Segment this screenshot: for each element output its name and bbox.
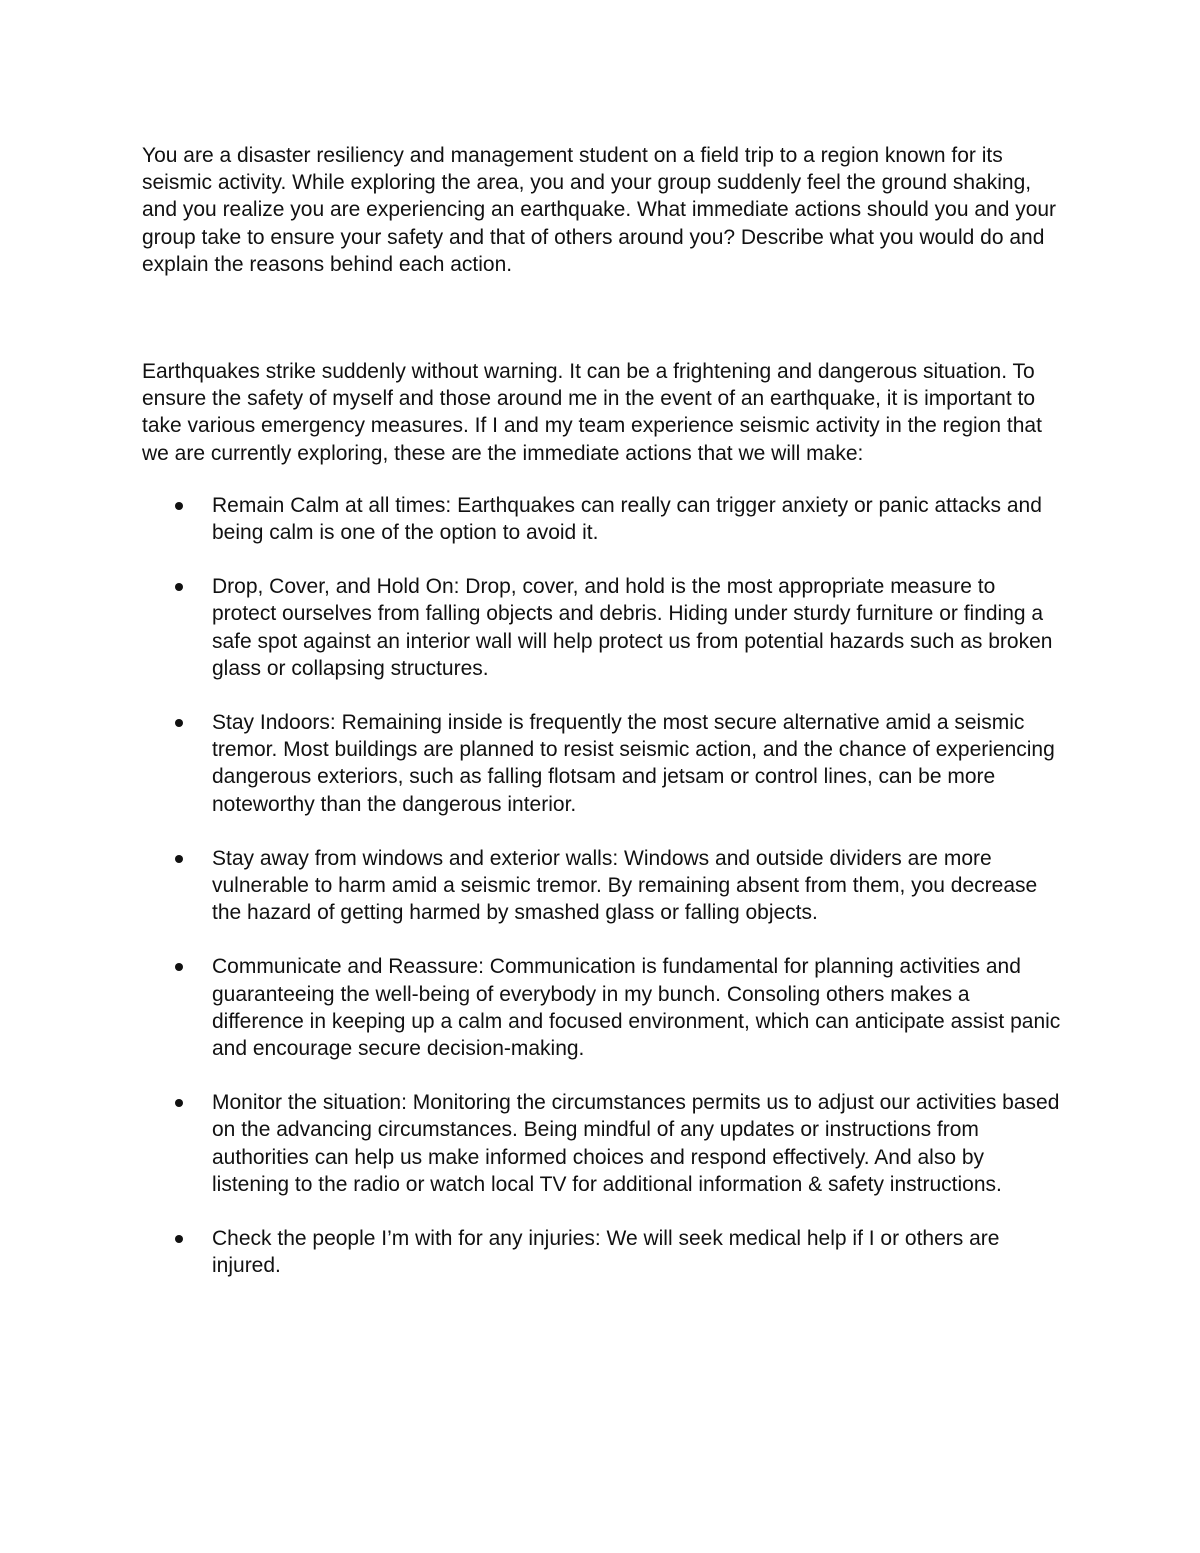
bullet-icon	[175, 1099, 183, 1107]
actions-list	[142, 492, 1062, 1280]
bullet-icon	[175, 963, 183, 971]
list-item-text: Stay away from windows and exterior walls: Windows and outside dividers are more vulnerable to harm amid a seismic tremor. By remaining absent from them, you decrease the hazard of getting harmed by smashed glass or falling objects.	[212, 846, 1038, 925]
document-page	[142, 142, 1062, 1307]
intro-paragraph: Earthquakes strike suddenly without warning. It can be a frightening and dangerous situation. To ensure the safety of myself and those around me in the event of an earthquake, it is important to take various emergency measures. If I and my team experience seismic activity in the region that we are currently exploring, these are the immediate actions that we will make:	[142, 360, 1042, 465]
list-item	[142, 845, 1062, 927]
list-item-text: Drop, Cover, and Hold On: Drop, cover, and hold is the most appropriate measure to protect ourselves from falling objects and debris. Hiding under sturdy furniture or finding a safe spot against an interior wall will help protect us from potential hazards such as broken glass or collapsing structures.	[212, 575, 1053, 680]
bullet-icon	[175, 719, 183, 727]
list-item	[142, 1225, 1062, 1279]
bullet-icon	[175, 502, 183, 510]
list-item	[142, 953, 1062, 1062]
list-item	[142, 1089, 1062, 1198]
list-item-text: Stay Indoors: Remaining inside is frequently the most secure alternative amid a seismic tremor. Most buildings are planned to resist seismic action, and the chance of experiencing dangerous exteriors, such as falling flotsam and jetsam or control lines, can be more noteworthy than the dangerous interior.	[212, 711, 1055, 816]
list-item	[142, 492, 1062, 546]
prompt-paragraph: You are a disaster resiliency and management student on a field trip to a region known for its seismic activity. While exploring the area, you and your group suddenly feel the ground shaking, and you realize you are experiencing an earthquake. What immediate actions should you and your group take to ensure your safety and that of others around you? Describe what you would do and explain the reasons behind each action.	[142, 144, 1057, 276]
list-item-text: Communicate and Reassure: Communication is fundamental for planning activities and guaranteeing the well-being of everybody in my bunch. Consoling others makes a difference in keeping up a calm and focused environment, which can anticipate assist panic and encourage secure decision-making.	[212, 955, 1061, 1061]
list-item-text: Check the people I’m with for any injuries: We will seek medical help if I or others are injured.	[212, 1227, 1000, 1278]
bullet-icon	[175, 1235, 183, 1243]
list-item	[142, 709, 1062, 818]
bullet-icon	[175, 583, 183, 591]
list-item	[142, 573, 1062, 682]
bullet-icon	[175, 855, 183, 863]
list-item-text: Monitor the situation: Monitoring the circumstances permits us to adjust our activities based on the advancing circumstances. Being mindful of any updates or instructions from authorities can help us make informed choices and respond effectively. And also by listening to the radio or watch local TV for additional information & safety instructions.	[212, 1091, 1060, 1196]
list-item-text: Remain Calm at all times: Earthquakes can really can trigger anxiety or panic attacks and being calm is one of the option to avoid it.	[212, 493, 1042, 545]
